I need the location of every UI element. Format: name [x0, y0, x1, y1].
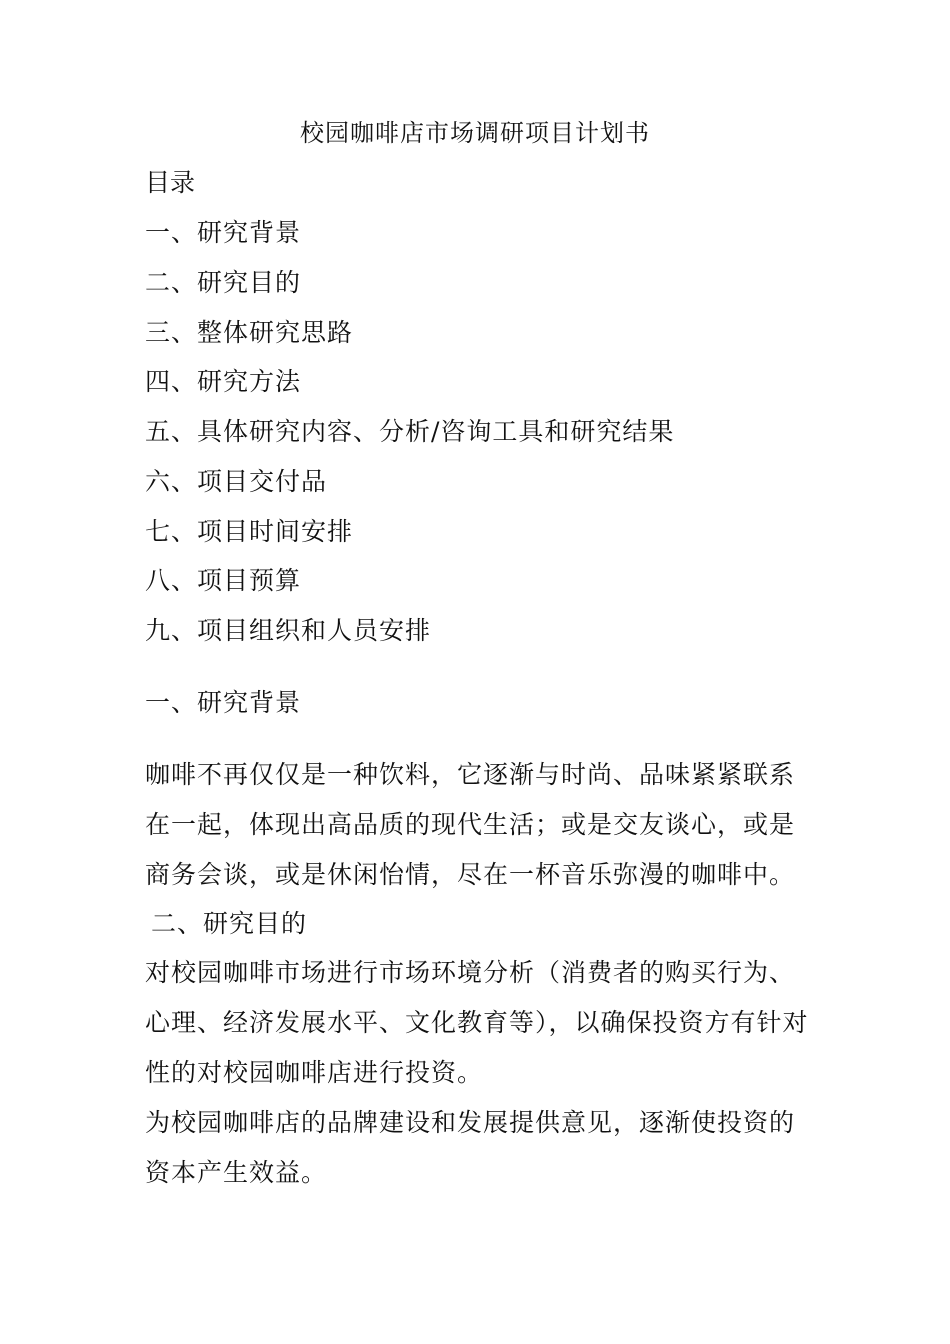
toc-item: 九、项目组织和人员安排 [145, 616, 432, 645]
toc-item: 一、研究背景 [145, 218, 302, 247]
section-heading-purpose: 二、研究目的 [151, 909, 308, 938]
toc-item: 八、项目预算 [145, 566, 302, 596]
toc-heading: 目录 [145, 168, 196, 197]
toc-item: 三、整体研究思路 [145, 317, 354, 347]
section-heading-background: 一、研究背景 [145, 688, 302, 717]
paragraph-background: 咖啡不再仅仅是一种饮料，它逐渐与时尚、品味紧紧联系在一起，体现出高品质的现代生活；或是交友谈心，或是商务会谈，或是休闲怡情，尽在一杯音乐弥漫的咖啡中。 [145, 760, 796, 889]
toc-item: 七、项目时间安排 [145, 516, 354, 546]
document-title: 校园咖啡店市场调研项目计划书 [300, 119, 650, 147]
toc-item: 六、项目交付品 [145, 466, 328, 496]
paragraph-purpose-2: 为校园咖啡店的品牌建设和发展提供意见，逐渐使投资的资本产生效益。 [145, 1108, 796, 1187]
toc-item: 二、研究目的 [145, 267, 302, 297]
toc-item: 四、研究方法 [145, 367, 302, 397]
table-of-contents [145, 216, 674, 664]
paragraph-purpose-1: 对校园咖啡市场进行市场环境分析（消费者的购买行为、心理、经济发展水平、文化教育等），以确保投资方有针对性的对校园咖啡店进行投资。 [145, 958, 809, 1087]
toc-item: 五、具体研究内容、分析/咨询工具和研究结果 [145, 417, 675, 446]
